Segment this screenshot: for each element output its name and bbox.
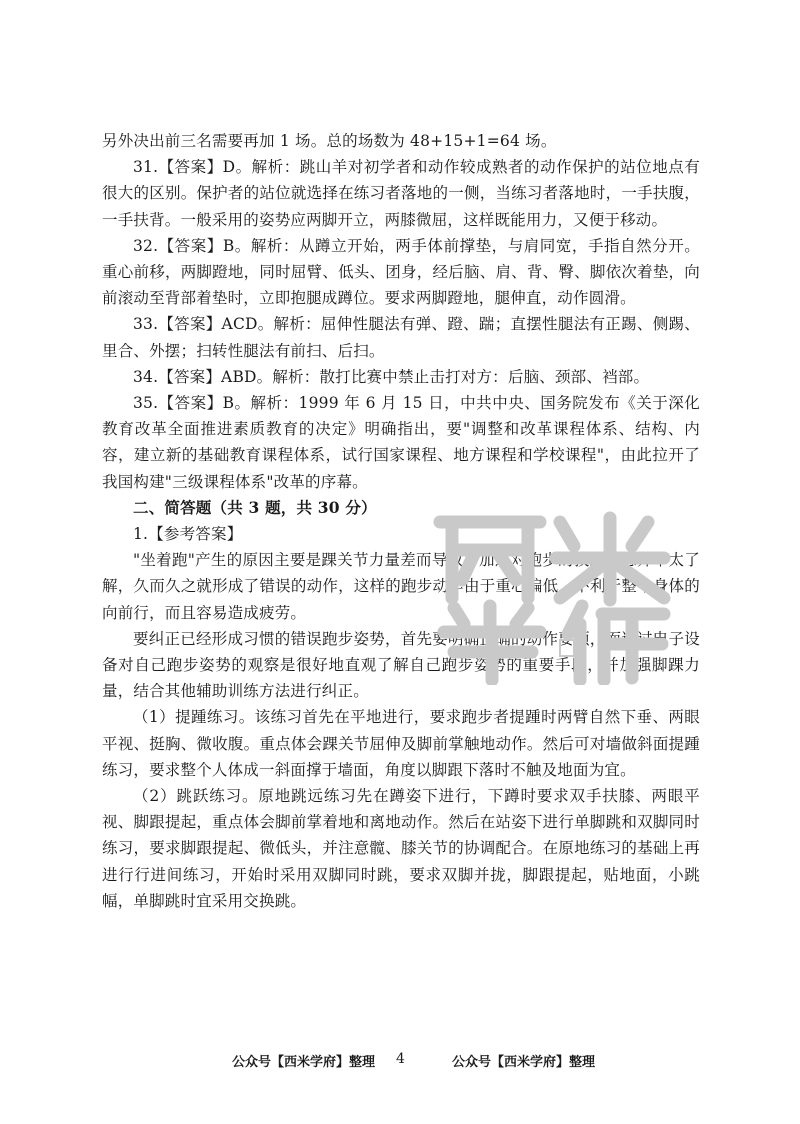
- paragraph-continuation: 另外决出前三名需要再加 1 场。总的场数为 48+15+1=64 场。: [102, 132, 557, 150]
- page-number: 4: [396, 1051, 405, 1067]
- question-1-label: 1.【参考答案】: [133, 525, 243, 544]
- footer-right-text: 公众号【西米学府】整理: [452, 1055, 596, 1070]
- answer-32: 32.【答案】B。解析：从蹲立开始，两手体前撑垫，与肩同宽，手指自然分开。重心前移，两脚蹬地，同时屈臂、低头、团身，经后脑、肩、背、臀、脚依次着垫，向前滚动至背部着垫时，立即抱腿成蹲位。要求两脚蹬地，腿伸直，动作圆滑。: [102, 236, 700, 308]
- page-footer: [0, 1051, 800, 1073]
- answer-31: 31.【答案】D。解析：跳山羊对初学者和动作较成熟者的动作保护的站位地点有很大的区别。保护者的站位就选择在练习者落地的一侧，当练习者落地时，一手扶腹，一手扶背。一般采用的姿势应两脚开立，两膝微屈，这样既能用力，又便于移动。: [102, 158, 700, 229]
- answer-33: 33.【答案】ACD。解析：屈伸性腿法有弹、蹬、踹；直摆性腿法有正踢、侧踢、里合、外摆；扫转性腿法有前扫、后扫。: [102, 315, 700, 360]
- answer-paragraph: "坐着跑"产生的原因主要是踝关节力量差而导致，加之对跑步的技术概念并不太了解，久而久之就形成了错误的动作，这样的跑步动作由于重心偏低，不利于整个身体的向前行，而且容易造成疲劳。: [102, 551, 700, 622]
- answer-35: 35.【答案】B。解析：1999 年 6 月 15 日，中共中央、国务院发布《关于深化教育改革全面推进素质教育的决定》明确指出，要"调整和改革课程体系、结构、内容，建立新的基础教育课程体系，试行国家课程、地方课程和学校课程"，由此拉开了我国构建"三级课程体系"改革的序幕。: [102, 394, 700, 491]
- footer-left-text: 公众号【西米学府】整理: [232, 1055, 376, 1070]
- watermark-logo: [432, 510, 677, 685]
- exercise-2-paragraph: （2）跳跃练习。原地跳远练习先在蹲姿下进行，下蹲时要求双手扶膝、两眼平视、脚跟提起，重点体会脚前掌着地和离地动作。然后在站姿下进行单脚跳和双脚同时练习，要求脚跟提起、微低头，并注意髋、膝关节的协调配合。在原地练习的基础上再进行行进间练习，开始时采用双脚同时跳，要求双脚并拢，脚跟提起，贴地面，小跳幅，单脚跳时宜采用交换跳。: [102, 787, 700, 910]
- answer-paragraph: 要纠正已经形成习惯的错误跑步姿势，首先要明确正确的动作要领，而通过电子设备对自己跑步姿势的观察是很好地直观了解自己跑步姿势的重要手段，并加强脚踝力量，结合其他辅助训练方法进行纠正。: [102, 629, 700, 701]
- exercise-1-paragraph: （1）提踵练习。该练习首先在平地进行，要求跑步者提踵时两臂自然下垂、两眼平视、挺胸、微收腹。重点体会踝关节屈伸及脚前掌触地动作。然后可对墙做斜面提踵练习，要求整个人体成一斜面撑于墙面，角度以脚跟下落时不触及地面为宜。: [102, 708, 700, 779]
- answer-34: 34.【答案】ABD。解析：散打比赛中禁止击打对方：后脑、颈部、裆部。: [133, 367, 650, 386]
- section-heading: 二、简答题（共 3 题，共 30 分）: [133, 497, 377, 517]
